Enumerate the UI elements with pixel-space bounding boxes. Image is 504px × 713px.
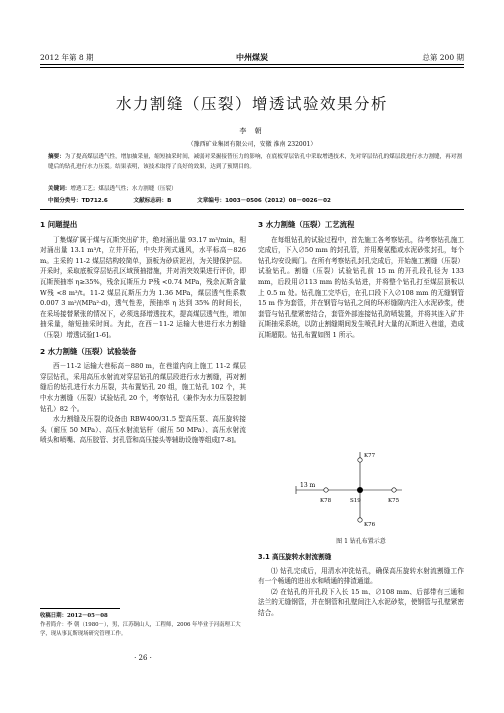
document-code: 文献标志码：B [133,198,172,204]
section-2-paragraph-2: 水力割缝及压裂的设备由 RBW400/31.5 型高压泵、高压旋转接头（耐压 50 MPa）、高压水射流钻杆（耐压 50 MPa）、高压水射流喷头和喷嘴、高压胶管、封孔管和高压接头等辅助设施等组成[7-8]。 [40,415,246,445]
clc-number: 中图分类号：TD712.6 [48,198,108,204]
section-3-1-paragraph-1: ⑴ 钻孔完成后，用清水冲洗钻孔，确保高压旋转水射流割缝工作有一个畅通的进出水和喷通的排渣通道。 [258,566,464,586]
borehole-layout-figure [290,440,430,530]
keywords-text: 增透工艺；煤层透气性；水力割缝（压裂） [70,186,177,192]
received-date: 收稿日期：2012－05－08 [40,613,108,619]
section-1-heading: 1 问题提出 [40,220,78,229]
abstract [48,152,462,172]
keywords [48,184,462,194]
hole-label: K77 [364,453,376,459]
abstract-rule [40,209,464,210]
paper-title: 水力割缝（压裂）增透试验效果分析 [115,95,388,113]
running-header [40,52,464,64]
section-1-paragraph: 丁集煤矿属于煤与瓦斯突出矿井，绝对涌出量 93.17 m³/min，相对涌出量 13.1 m³/t，立井开拓，中央并列式通风，水平标高－826 m。主采的 11-2 煤层结构较简单，顶板为砂质泥岩，为关键保护层。开采时，采取底板穿层钻孔区域预抽措施，并对消突效果进行评价，即瓦斯预抽率 η≥35%，残余瓦斯压力 P残 <0.74 MPa，残余瓦斯含量 W残 <8 m³/t。11-2 煤层瓦斯压力为 1.36 MPa，煤层透气性系数 0.007 3 m²/(MPa²·d)，透气性差，预抽率 η 达到 35% 的时间长，在采场接替紧张的情况下，必须选择增透技术，提高煤层透气性，增加抽采量，缩短抽采时间。为此，在西－11-2 运输大巷进行水力割缝（压裂）增透试验[1-6]。 [40,235,246,339]
abstract-label: 摘要： [48,154,65,160]
figure-caption: 图 1 钻孔布置示意 [336,538,386,545]
section-3-1-paragraph-2: ⑵ 在钻孔的开孔段下入长 15 m、∅108 mm、后部带有三通和法兰的无缝钢管，并在钢管和孔壁间注入水泥砂浆，使钢管与孔壁紧密结合。 [258,587,464,617]
left-column [40,220,246,446]
page-number: · 26 · [134,654,152,662]
classification-meta [48,196,462,206]
right-column-top [258,220,464,341]
author-bio: 作者简介：李 朝（1980－），男，江苏铜山人，工程师，2006 年毕业于河南理工大学，现从事瓦斯现场研究管理工作。 [40,622,241,637]
section-3-paragraph: 在每组钻孔的试验过程中，首先施工各考察钻孔，待考察钻孔施工完成后，下入∅50 mm 的封孔管，并用聚氨酯或水泥砂浆封孔，每个钻孔均安设阀门。在所有考察钻孔封孔完成后，开始施工割缝（压裂）试验钻孔。割缝（压裂）试验钻孔前 15 m 的开孔段孔径为 133 mm，后段用∅113 mm 的钻头钻进，并将整个钻孔打至煤层顶板以上 0.5 m 处。钻孔施工完毕后，在孔口段下入∅108 mm 的无缝钢管 15 m 作为套管，并在钢管与钻孔之间的环形缝隙内注入水泥砂浆，使套管与钻孔壁紧密结合，套管外部连接钻孔防喷装置，并将其连入矿井瓦斯抽采系统，以防止割缝期间发生喷孔时大量的瓦斯进入巷道，造成瓦斯超限。钻孔布置如图 1 所示。 [258,235,464,339]
abstract-text: 为了提高煤层透气性，增加抽采量，缩短抽采时间，减弱对采掘接替压力的影响，在底板穿层钻孔中采取增透技术，先对穿层钻孔的煤层段进行水力割缝，再对割缝后的钻孔进行水力压裂。结果表明，该技术取得了良好的效果，达到了预期目的。 [48,154,462,170]
hole-marker [392,488,396,492]
right-column-bottom [258,552,464,619]
header-rule-thin [40,67,464,68]
dim-label: 13 m [300,482,316,489]
total-issue-label: 总第 200 期 [422,53,464,62]
keywords-label: 关键词： [48,186,71,192]
hole-label: K75 [388,498,400,504]
hole-marker [358,518,362,522]
hole-marker [357,487,363,493]
hole-label: K76 [364,522,376,528]
journal-name: 中州煤炭 [236,53,268,62]
header-rule-thick [40,64,464,65]
section-3-heading: 3 水力割缝（压裂）工艺流程 [258,220,355,229]
issue-label: 2012 年第 8 期 [40,53,94,62]
hole-label: S19 [350,498,361,504]
author-affiliation: （豫西矿业集团有限公司，安徽 淮南 232001） [187,141,317,148]
section-2-heading: 2 水力割缝（压裂）试验装备 [40,346,137,356]
hole-label: K78 [320,498,332,504]
footnote-rule [40,608,120,609]
section-2-paragraph-1: 西－11-2 运输大巷标高－880 m，在巷道内向上施工 11-2 煤层穿层钻孔，采用高压水射流对穿层钻孔的煤层段进行水力割缝，再对割缝后的钻孔进行水力压裂，共布置钻孔 20 组，施工钻孔 102 个，其中水力割缝（压裂）试验钻孔 20 个，考察钻孔（兼作为水力压裂控制钻孔）82 个。 [40,362,246,413]
hole-marker [358,458,362,462]
section-3-1-heading: 3.1 高压旋转水射流割缝 [258,553,332,561]
hole-marker [324,488,328,492]
footnote [40,612,246,639]
article-number: 文章编号：1003－0506（2012）08－0026－02 [197,198,331,204]
paper-author: 李 朝 [239,127,265,135]
